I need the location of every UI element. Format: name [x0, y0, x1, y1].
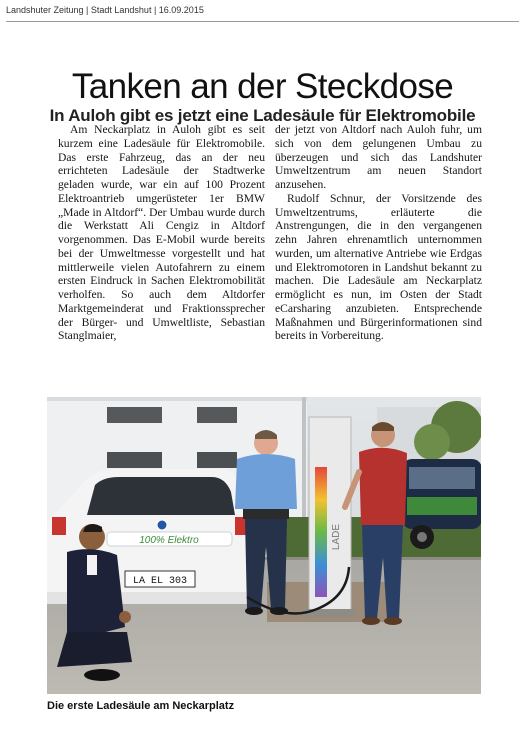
article-paragraph: der jetzt von Altdorf nach Auloh fuhr, um sich von dem gelungenen Umbau zu überzeugen und sich das Landshuter Umweltzentrum am neuen Standort anzusehen.	[275, 123, 482, 191]
source-line: Landshuter Zeitung | Stadt Landshut | 16.09.2015	[6, 5, 204, 15]
article-column-1	[58, 123, 265, 383]
article-body	[58, 123, 482, 383]
header-divider	[6, 21, 519, 22]
subheadline: In Auloh gibt es jetzt eine Ladesäule für Elektromobile	[49, 106, 476, 126]
article-paragraph: Rudolf Schnur, der Vorsitzende des Umweltzentrums, erläuterte die Anstrengungen, die in den vergangenen zehn Jahren ehrenamtlich unternommen wurden, um alternative Antriebe wie Erdgas und Elektromotoren in Landshut bekannt zu machen. Die Ladesäule am Neckarplatz ermöglicht es nun, im Osten der Stadt eCarsharing anzubieten. Entsprechende Maßnahmen und Bürgerinformationen sind bereits in Vorbereitung.	[275, 191, 482, 343]
article-paragraph: Am Neckarplatz in Auloh gibt es seit kurzem eine Ladesäule für Elektromobile. Das erste Fahrzeug, das an der neu errichteten Ladesäule der Stadtwerke geladen wurde, war ein auf 100 Prozent Elektroantrieb umgerüsteter 1er BMW „Made in Altdorf“. Der Umbau wurde durch die Werkstatt Ali Cengiz in Altdorf vorgenommen. Das E-Mobil wurde bereits bei der Umweltmesse vorgestellt und hat mittlerweile vielen Autofahrern zu einem ersten Eindruck in Sachen Elektromobilität verholfen. So auch dem Altdorfer Marktgemeinderat und Fraktionssprecher der Bürger- und Umweltliste, Sebastian Stanglmaier,	[58, 123, 265, 343]
photo-caption: Die erste Ladesäule am Neckarplatz	[47, 700, 235, 712]
car-livery: 100% Elektro	[139, 535, 199, 546]
headline: Tanken an der Steckdose	[71, 67, 454, 107]
license-plate: LA EL 303	[132, 576, 188, 587]
article-column-2	[275, 123, 482, 383]
article-photo	[47, 397, 481, 694]
pillar-label: LADE	[331, 523, 342, 551]
photo-illustration	[47, 397, 481, 694]
charging-pillar	[305, 417, 355, 617]
